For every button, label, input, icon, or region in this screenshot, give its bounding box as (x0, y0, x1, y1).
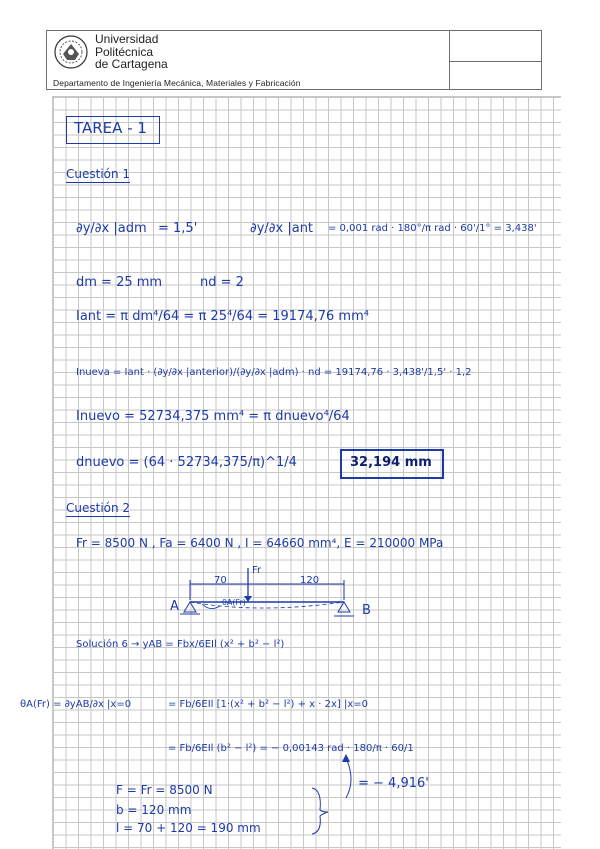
slope-adm-label: ∂y/∂x |adm (76, 221, 147, 236)
inertia-iant: Iant = π dm⁴/64 = π 25⁴/64 = 19174,76 mm⁴ (76, 309, 369, 324)
slope-adm-value: = 1,5' (158, 221, 198, 236)
dim-120: 120 (300, 575, 320, 586)
support-b: B (362, 603, 371, 618)
theta-result: = − 4,916' (358, 776, 429, 791)
diameter-dnuevo: dnuevo = (64 · 52734,375/π)^1/4 (76, 455, 297, 470)
graph-paper (52, 96, 561, 849)
theta-derivative: θA(Fr) = ∂yAB/∂x |x=0 (20, 699, 132, 710)
theta-mark: θA(Fr) (222, 598, 246, 607)
data-b: b = 120 mm (116, 803, 192, 817)
slope-ant-value: = 0,001 rad · 180°/π rad · 60'/1° = 3,438' (328, 223, 537, 234)
department-name: Departamento de Ingeniería Mecánica, Materiales y Fabricación (53, 78, 301, 88)
inertia-inueva: Inueva = Iant · (∂y/∂x |anterior)/(∂y/∂x |adm) · nd = 19174,76 · 3,438'/1,5' · 1,2 (76, 367, 472, 378)
slope-ant-label: ∂y/∂x |ant (250, 221, 314, 236)
dim-70: 70 (214, 575, 227, 586)
university-seal-icon (53, 34, 89, 70)
university-name: Universidad Politécnica de Cartagena (95, 32, 168, 71)
brace-icon (310, 786, 330, 836)
given-forces: Fr = 8500 N , Fa = 6400 N , I = 64660 mm⁴, E = 210000 MPa (76, 536, 444, 550)
force-label: Fr (252, 565, 262, 576)
header-divider (449, 31, 450, 89)
support-a: A (170, 599, 179, 614)
cuestion1-heading: Cuestión 1 (66, 167, 131, 181)
result-dnuevo: 32,194 mm (350, 455, 432, 470)
page-title: TAREA - 1 (74, 119, 147, 137)
solution-6: Solución 6 → yAB = Fbx/6EIl (x² + b² − l²) (76, 639, 285, 650)
inertia-inuevo: Inuevo = 52734,375 mm⁴ = π dnuevo⁴/64 (76, 409, 350, 424)
arrow-icon (330, 752, 360, 800)
diameter-dm: dm = 25 mm (76, 275, 163, 290)
header-divider (449, 61, 541, 62)
theta-simplified: = Fb/6EIl (b² − l²) = − 0,00143 rad · 180/π · 60/1 (168, 743, 414, 754)
data-force: F = Fr = 8500 N (116, 783, 213, 797)
cuestion2-heading: Cuestión 2 (66, 501, 131, 515)
data-l: l = 70 + 120 = 190 mm (116, 821, 261, 835)
safety-factor-nd: nd = 2 (200, 275, 244, 290)
beam-diagram (160, 562, 390, 624)
letterhead (46, 30, 542, 90)
theta-expansion: = Fb/6EIl [1·(x² + b² − l²) + x · 2x] |x=0 (168, 699, 368, 710)
